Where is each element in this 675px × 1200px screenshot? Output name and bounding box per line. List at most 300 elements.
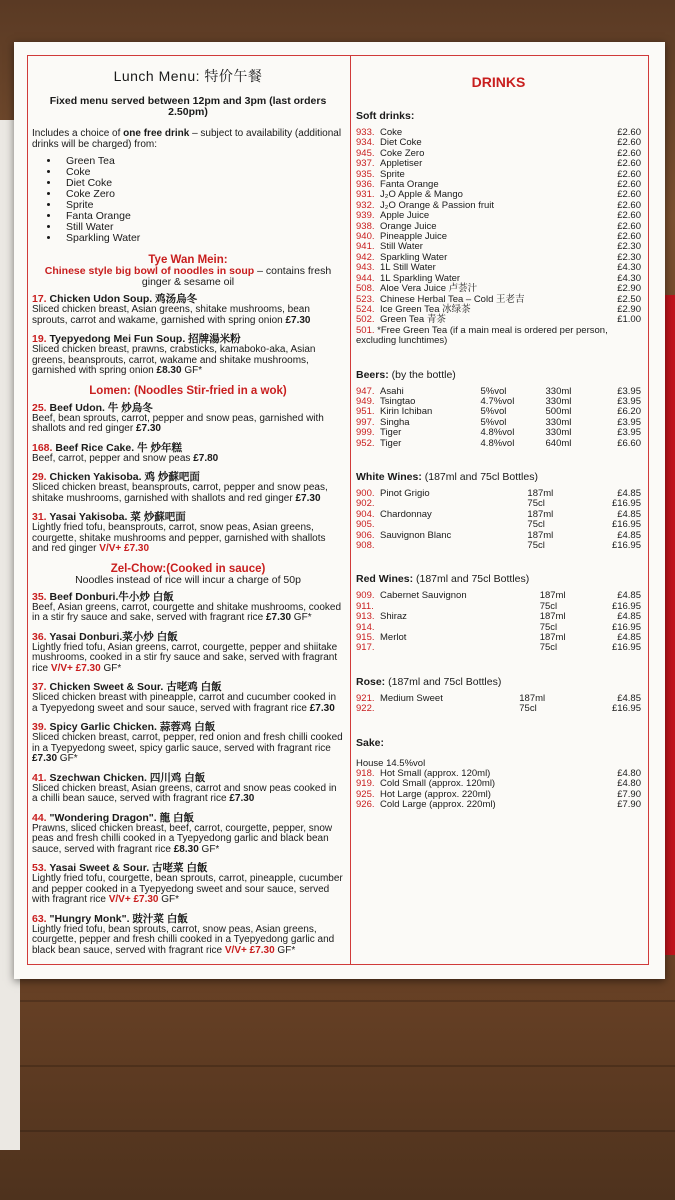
drink-code: 941. (356, 241, 375, 253)
red-wines-subtitle: (187ml and 75cl Bottles) (413, 573, 530, 586)
menu-item-description (32, 693, 344, 714)
menu-item-price: £8.30 (173, 843, 199, 855)
menu-item-number: 168. (32, 441, 53, 454)
drink-price: £2.60 (617, 189, 641, 201)
drink-cell: Aloe Vera Juice 卢荟汁 (380, 283, 478, 295)
free-drink-item: • Fanta Orange (60, 211, 344, 222)
drink-price: £16.95 (611, 621, 641, 633)
drink-cell: Coke (380, 127, 403, 138)
drink-code: 934. (356, 137, 375, 149)
drink-code: 952. (356, 437, 375, 449)
free-drink-intro (32, 128, 344, 150)
gluten-free-tag: GF* (274, 944, 296, 956)
drink-cell: 330ml (545, 416, 572, 428)
menu-item (32, 813, 344, 856)
menu-item-number: 37. (32, 681, 47, 693)
drink-code: 936. (356, 179, 375, 191)
menu-item-number: 35. (32, 590, 47, 603)
drink-cell: 187ml (539, 632, 566, 644)
drink-price: £16.95 (611, 600, 641, 612)
menu-item (32, 512, 344, 555)
drink-cell: 75cl (519, 703, 537, 715)
drink-cell: Kirin Ichiban (380, 406, 433, 418)
drink-price: £2.60 (617, 179, 641, 191)
drink-cell: 187ml (527, 529, 554, 541)
drink-row (356, 489, 641, 499)
beers-section (356, 369, 641, 449)
drink-row (356, 591, 641, 601)
white-wines-subtitle: (187ml and 75cl Bottles) (421, 470, 538, 483)
free-drink-item: • Diet Coke (60, 178, 344, 189)
rose-section (356, 676, 641, 715)
free-drink-item: • Still Water (60, 222, 344, 233)
drink-cell: Singha (380, 416, 410, 428)
menu-item-description (32, 643, 344, 675)
wood-grain (0, 1065, 675, 1067)
drink-cell: Asahi (380, 385, 404, 397)
menu-item-description (32, 345, 344, 377)
drink-code: 914. (356, 621, 375, 633)
drink-row (356, 541, 641, 551)
drink-cell: 187ml (519, 692, 546, 704)
drink-cell: 187ml (539, 611, 566, 623)
gluten-free-tag: GF* (100, 662, 122, 674)
menu-sections (32, 254, 344, 956)
drink-price: £4.85 (617, 632, 641, 644)
gluten-free-tag: GF* (57, 753, 78, 764)
section-subheading-text: Noodles instead of rice will incur a charge of 50p (75, 573, 301, 586)
menu-item-title: Yasai Yakisoba. 菜 炒蘇吧面 (46, 511, 186, 523)
menu-item-desc-text: Lightly fried tofu, courgette, bean sprouts, carrot, pineapple, cucumber and pepper cooked in a Tyepyedong sweet and sour sauce, served with fragrant rice (32, 873, 343, 905)
drink-price: £6.60 (617, 437, 641, 449)
menu-item-desc-text: Beef, carrot, pepper and snow peas (32, 452, 194, 464)
drink-row (356, 800, 641, 810)
drinks-column (356, 62, 641, 833)
drink-price: £2.60 (617, 168, 641, 180)
drink-cell: Pineapple Juice (380, 231, 448, 243)
drink-cell: Shiraz (380, 611, 407, 623)
white-wines-table (356, 489, 641, 551)
drink-code: 999. (356, 427, 375, 439)
menu-item (32, 914, 344, 957)
drink-cell: 187ml (527, 508, 554, 520)
drink-row (356, 643, 641, 653)
drink-row (356, 428, 641, 438)
note-text: *Free Green Tea (if a main meal is ordered per person, excluding lunchtimes) (356, 324, 608, 347)
drink-code: 908. (356, 540, 375, 551)
drink-price: £4.30 (617, 262, 641, 274)
section-subheading-text: – contains fresh ginger & sesame oil (141, 265, 332, 288)
menu-item-description (32, 523, 344, 555)
drink-cell: 330ml (545, 385, 572, 397)
drink-code: 911. (356, 600, 374, 612)
drink-code: 935. (356, 168, 375, 180)
drink-row (356, 284, 641, 294)
drink-cell: J₂O Apple & Mango (380, 189, 463, 201)
menu-item-number: 31. (32, 511, 47, 523)
red-wines-section (356, 573, 641, 653)
drink-row (356, 704, 641, 714)
menu-item (32, 722, 344, 765)
rose-subtitle: (187ml and 75cl Bottles) (385, 675, 502, 688)
drink-code: 943. (356, 262, 375, 274)
drink-cell (380, 643, 540, 653)
drink-price: £16.95 (611, 703, 641, 715)
menu-item-number: 41. (32, 771, 47, 784)
menu-item-desc-text: Lightly fried tofu, Asian greens, carrot, courgette, pepper and shiitake mushrooms, cooked in a stir fry sauce and sake, served with fragrant rice (32, 641, 338, 674)
intro-bold: one free drink (123, 128, 190, 139)
sake-section (356, 737, 641, 811)
drink-code: 947. (356, 385, 375, 397)
red-wines-title: Red Wines: (356, 573, 414, 586)
section-heading: Tye Wan Mein: (148, 254, 228, 266)
menu-item-description (32, 603, 344, 624)
menu-item-title: Chicken Sweet & Sour. 古咾鸡 白飯 (46, 681, 222, 693)
beers-subtitle: (by the bottle) (388, 368, 456, 381)
menu-item-desc-text: Sliced chicken breast, prawns, crabsticks, kamaboko-aka, Asian greens, beansprouts, carrot, wakame and shitake mushrooms, garnished with spring onion (32, 344, 316, 376)
free-drink-list (60, 156, 344, 244)
drink-cell: Chinese Herbal Tea – Cold 王老吉 (380, 293, 525, 305)
drink-cell (380, 704, 519, 714)
drink-cell: 5%vol (480, 385, 507, 397)
menu-item-desc-text: Beef, bean sprouts, carrot, pepper and snow peas, garnished with shallots and red ginger (32, 412, 324, 434)
red-wines-table (356, 591, 641, 653)
gluten-free-tag: GF* (181, 365, 203, 376)
drink-cell: 5%vol (480, 416, 507, 428)
menu-item-price: £7.30 (229, 793, 255, 804)
drink-price: £7.90 (617, 799, 641, 811)
menu-item (32, 682, 344, 714)
menu-item-price: £7.30 (32, 753, 58, 764)
drink-code: 938. (356, 220, 375, 232)
drink-code: 944. (356, 272, 375, 284)
section-subheading-red: Chinese style big bowl of noodles in soup (44, 265, 255, 277)
menu-item-description (32, 874, 344, 906)
wood-grain (0, 1000, 675, 1002)
menu-item-price: £7.80 (193, 452, 219, 464)
sake-house: House 14.5%vol (356, 757, 426, 769)
drink-code: 997. (356, 416, 375, 428)
drink-cell: 75cl (539, 642, 558, 654)
drink-price: £4.80 (617, 768, 641, 780)
drink-code: 942. (356, 251, 375, 263)
menu-item-desc-text: Sliced chicken breast with pineapple, carrot and cucumber cooked in a Tyepyedong sweet and sour sauce, served with fragrant rice (32, 692, 337, 714)
drinks-title: DRINKS (471, 74, 526, 90)
menu-item (32, 773, 344, 805)
beers-title: Beers: (356, 368, 389, 381)
rose-title: Rose: (356, 675, 386, 688)
menu-item-description (32, 784, 344, 805)
drink-row (356, 612, 641, 622)
drink-code: 939. (356, 210, 375, 222)
gluten-free-tag: GF* (291, 612, 312, 623)
drink-price: £3.95 (617, 427, 641, 439)
drink-code: 921. (356, 692, 375, 704)
soft-drinks-table (356, 128, 641, 326)
drink-cell: Ice Green Tea 冰绿茶 (380, 303, 471, 315)
beers-table (356, 387, 641, 449)
drink-price: £4.85 (617, 590, 641, 602)
drink-cell: Fanta Orange (380, 179, 439, 191)
drink-code: 909. (356, 590, 375, 602)
drink-cell: Green Tea 青茶 (380, 314, 446, 326)
drink-cell: 187ml (539, 590, 566, 602)
drink-price: £16.95 (611, 498, 641, 510)
drink-cell: 1L Sparkling Water (380, 272, 461, 284)
drink-cell: Apple Juice (380, 210, 430, 222)
drink-cell: Hot Small (approx. 120ml) (380, 768, 491, 780)
drink-code: 900. (356, 487, 375, 499)
drink-cell: 5%vol (480, 406, 507, 418)
soft-drinks-heading: Soft drinks: (356, 110, 415, 122)
menu-item-price: V/V+ £7.30 (99, 543, 150, 554)
menu-item-description (32, 414, 344, 435)
drink-row (356, 633, 641, 643)
red-wines-heading (356, 573, 641, 585)
menu-item-price: £8.30 (156, 365, 182, 376)
lunch-menu-title: Lunch Menu: 特价午餐 (113, 68, 263, 84)
drink-price: £3.95 (617, 416, 641, 428)
rose-table (356, 694, 641, 715)
menu-item-number: 44. (32, 811, 47, 824)
drink-price: £2.90 (617, 283, 641, 295)
drink-cell: Cold Large (approx. 220ml) (380, 799, 496, 811)
drink-row (356, 531, 641, 541)
drink-cell: Chardonnay (380, 508, 432, 520)
menu-item-desc-text: Lightly fried tofu, beansprouts, carrot, snow peas, Asian greens, courgette, shitake mushrooms and pepper, garnished with shallots and red ginger (32, 522, 326, 554)
drink-cell: 75cl (539, 600, 558, 612)
menu-item-title: Yasai Donburi.菜小炒 白飯 (46, 630, 178, 643)
free-drink-item: • Sparkling Water (60, 233, 344, 244)
drink-cell: 75cl (527, 540, 545, 551)
menu-item-title: Szechwan Chicken. 四川鸡 白飯 (46, 771, 206, 784)
menu-item-title: Beef Udon. 牛 炒烏冬 (46, 401, 153, 414)
section-subheading (32, 575, 344, 586)
menu-item (32, 443, 344, 465)
soft-drinks-section (356, 110, 641, 347)
drink-price: £4.85 (617, 529, 641, 541)
menu-item-desc-text: Sliced chicken breast, Asian greens, shitake mushrooms, bean sprouts, carrot and wakame, garnished with spring onion (32, 304, 310, 326)
gluten-free-tag: GF* (198, 843, 220, 855)
menu-item-title: Spicy Garlic Chicken. 蒜蓉鸡 白飯 (46, 721, 216, 733)
menu-page (14, 42, 665, 979)
drink-price: £4.30 (617, 272, 641, 284)
drink-price: £2.50 (617, 293, 641, 305)
menu-item-price: V/V+ £7.30 (108, 894, 159, 905)
drink-price: £2.60 (617, 210, 641, 222)
free-drink-item: • Coke Zero (60, 189, 344, 200)
drink-price: £4.85 (617, 508, 641, 520)
drink-cell: 330ml (545, 427, 572, 439)
drink-cell: 1L Still Water (380, 262, 436, 274)
drink-cell: Cold Small (approx. 120ml) (380, 778, 496, 790)
menu-item-description (32, 824, 344, 856)
drink-code: 951. (356, 406, 375, 418)
menu-item-title: Beef Rice Cake. 牛 炒年糕 (52, 441, 182, 454)
drink-cell: Appletiser (380, 158, 423, 170)
drink-price: £2.30 (617, 251, 641, 263)
drink-price: £2.60 (617, 231, 641, 243)
menu-item-description (32, 733, 344, 765)
menu-item-description (32, 454, 344, 465)
sake-heading: Sake: (356, 736, 385, 749)
drink-cell: Sprite (380, 168, 405, 180)
free-drink-item: • Sprite (60, 200, 344, 211)
section-subheading (32, 266, 344, 288)
drink-code: 917. (356, 642, 375, 654)
menu-item-price: £7.30 (309, 702, 335, 714)
drink-cell: 75cl (539, 621, 558, 633)
free-drink-item: • Green Tea (60, 156, 344, 167)
white-wines-heading (356, 471, 641, 483)
drink-price: £4.80 (617, 778, 641, 790)
drink-cell: 187ml (527, 487, 554, 499)
menu-item-title: "Hungry Monk". 豉汁菜 白飯 (46, 912, 188, 925)
drink-cell: Pinot Grigio (380, 487, 430, 499)
drink-cell: 4.8%vol (480, 427, 515, 439)
drink-row (356, 694, 641, 704)
drink-price: £2.30 (617, 241, 641, 253)
drink-cell: 500ml (545, 406, 572, 418)
drink-code: 905. (356, 519, 375, 531)
drink-price: £7.90 (617, 788, 641, 800)
section-heading: Zel-Chow:(Cooked in sauce) (110, 562, 266, 575)
drink-code: 906. (356, 529, 375, 541)
drink-price: £6.20 (617, 406, 641, 418)
menu-item-desc-text: Sliced chicken breast, beansprouts, carrot, pepper and snow peas, shitake mushrooms, garnished with shallots and red ginger (32, 482, 328, 504)
drink-code: 913. (356, 611, 375, 623)
menu-item-price: V/V+ £7.30 (224, 944, 275, 956)
menu-item-number: 63. (32, 912, 47, 925)
drink-cell: 4.7%vol (480, 395, 515, 407)
drink-code: 523. (356, 293, 375, 305)
menu-item-desc-text: Prawns, sliced chicken breast, beef, carrot, courgette, pepper, snow peas and fresh chilli cooked in a Tyepyedong garlic and black bean sauce, served with fragrant rice (32, 822, 333, 855)
menu-item-number: 39. (32, 721, 47, 733)
drink-code: 922. (356, 703, 375, 715)
drink-price: £3.95 (617, 395, 641, 407)
section-heading: Lomen: (Noodles Stir-fried in a wok) (89, 384, 287, 397)
drink-cell: Coke Zero (380, 147, 425, 159)
white-wines-section (356, 471, 641, 551)
drink-cell: 75cl (527, 498, 545, 510)
menu-item-title: Chicken Udon Soup. 鸡汤烏冬 (46, 293, 198, 305)
drink-cell: 75cl (527, 519, 545, 531)
menu-item-desc-text: Sliced chicken breast, carrot, pepper, red onion and fresh chilli cooked in a Tyepyedong sweet, spicy garlic sauce, served with fragrant rice (32, 732, 343, 754)
drink-cell: Hot Large (approx. 220ml) (380, 788, 491, 800)
drink-price: £16.95 (611, 519, 641, 531)
menu-item-price: £7.30 (295, 492, 321, 504)
rose-heading (356, 676, 641, 688)
lunch-menu-column (32, 62, 344, 964)
sake-table (356, 769, 641, 811)
menu-item-number: 29. (32, 471, 47, 483)
drink-price: £16.95 (611, 540, 641, 551)
drink-cell: J₂O Orange & Passion fruit (380, 199, 495, 211)
drink-cell: Diet Coke (380, 137, 422, 149)
menu-item-desc-text: Lightly fried tofu, bean sprouts, carrot, snow peas, Asian greens, courgette, pepper and fresh chilli cooked in a Tyepyedong garlic and black bean sauce, served with fragrant rice (32, 923, 335, 956)
drink-price: £4.85 (617, 692, 641, 704)
menu-item-title: Beef Donburi.牛小炒 白飯 (46, 590, 174, 603)
drink-cell: Sauvignon Blanc (380, 529, 452, 541)
drink-code: 932. (356, 199, 375, 211)
menu-item-title: "Wondering Dragon". 龍 白飯 (46, 811, 195, 824)
drink-price: £1.00 (617, 314, 641, 326)
drink-cell: Merlot (380, 632, 407, 644)
drink-code: 502. (356, 314, 375, 326)
menu-item-description (32, 305, 344, 326)
menu-item-description (32, 483, 344, 504)
drink-code: 931. (356, 189, 375, 201)
drink-cell: 4.8%vol (480, 437, 515, 449)
drink-code: 925. (356, 788, 375, 800)
menu-item-number: 19. (32, 333, 47, 345)
menu-item-title: Chicken Yakisoba. 鸡 炒蘇吧面 (46, 471, 200, 483)
menu-item (32, 632, 344, 675)
drink-price: £4.85 (617, 487, 641, 499)
drink-code: 940. (356, 231, 375, 243)
fixed-menu-hours: Fixed menu served between 12pm and 3pm (last orders 2.50pm) (49, 95, 327, 118)
drink-cell: Still Water (380, 241, 423, 253)
drink-price: £2.60 (617, 199, 641, 211)
drink-cell: Tsingtao (380, 395, 416, 407)
drink-row (356, 439, 641, 449)
beers-heading (356, 369, 641, 381)
drink-price: £3.95 (617, 385, 641, 397)
menu-item-price: £7.30 (266, 612, 292, 623)
intro-text-rest: – subject to availability (additional drinks will be charged) from: (32, 128, 342, 150)
drink-price: £16.95 (611, 642, 641, 654)
drink-code: 926. (356, 799, 375, 811)
drink-code: 915. (356, 632, 375, 644)
menu-item-number: 17. (32, 293, 47, 305)
menu-item-price: V/V+ £7.30 (50, 662, 101, 674)
drink-code: 933. (356, 127, 375, 138)
drink-cell: 640ml (545, 437, 572, 449)
drink-price: £2.60 (617, 147, 641, 159)
drink-cell: Tiger (380, 437, 402, 449)
drink-code: 508. (356, 283, 375, 295)
menu-item (32, 863, 344, 906)
drink-cell: Orange Juice (380, 220, 437, 232)
drink-price: £2.60 (617, 137, 641, 149)
menu-item-title: Yasai Sweet & Sour. 古咾菜 白飯 (46, 862, 208, 874)
menu-item-number: 53. (32, 862, 47, 874)
menu-item-description (32, 925, 344, 957)
drink-cell (380, 541, 527, 551)
drink-code: 902. (356, 498, 375, 510)
drink-code: 937. (356, 158, 375, 170)
menu-item-number: 36. (32, 630, 47, 643)
intro-text: Includes a choice of (32, 128, 124, 139)
menu-item (32, 334, 344, 377)
free-drink-item: • Coke (60, 167, 344, 178)
note-code: 501. (356, 324, 375, 336)
gluten-free-tag: GF* (158, 894, 180, 905)
menu-item (32, 403, 344, 435)
menu-item (32, 472, 344, 504)
drink-cell: 330ml (545, 395, 572, 407)
drink-cell: Sparkling Water (380, 251, 448, 263)
drink-price: £2.90 (617, 303, 641, 315)
wood-grain (0, 1130, 675, 1132)
drink-cell: Medium Sweet (380, 692, 443, 704)
drink-code: 945. (356, 147, 375, 159)
drink-code: 919. (356, 778, 375, 790)
menu-item (32, 294, 344, 326)
drink-code: 904. (356, 508, 375, 520)
drink-price: £2.60 (617, 127, 641, 138)
drink-row (356, 510, 641, 520)
